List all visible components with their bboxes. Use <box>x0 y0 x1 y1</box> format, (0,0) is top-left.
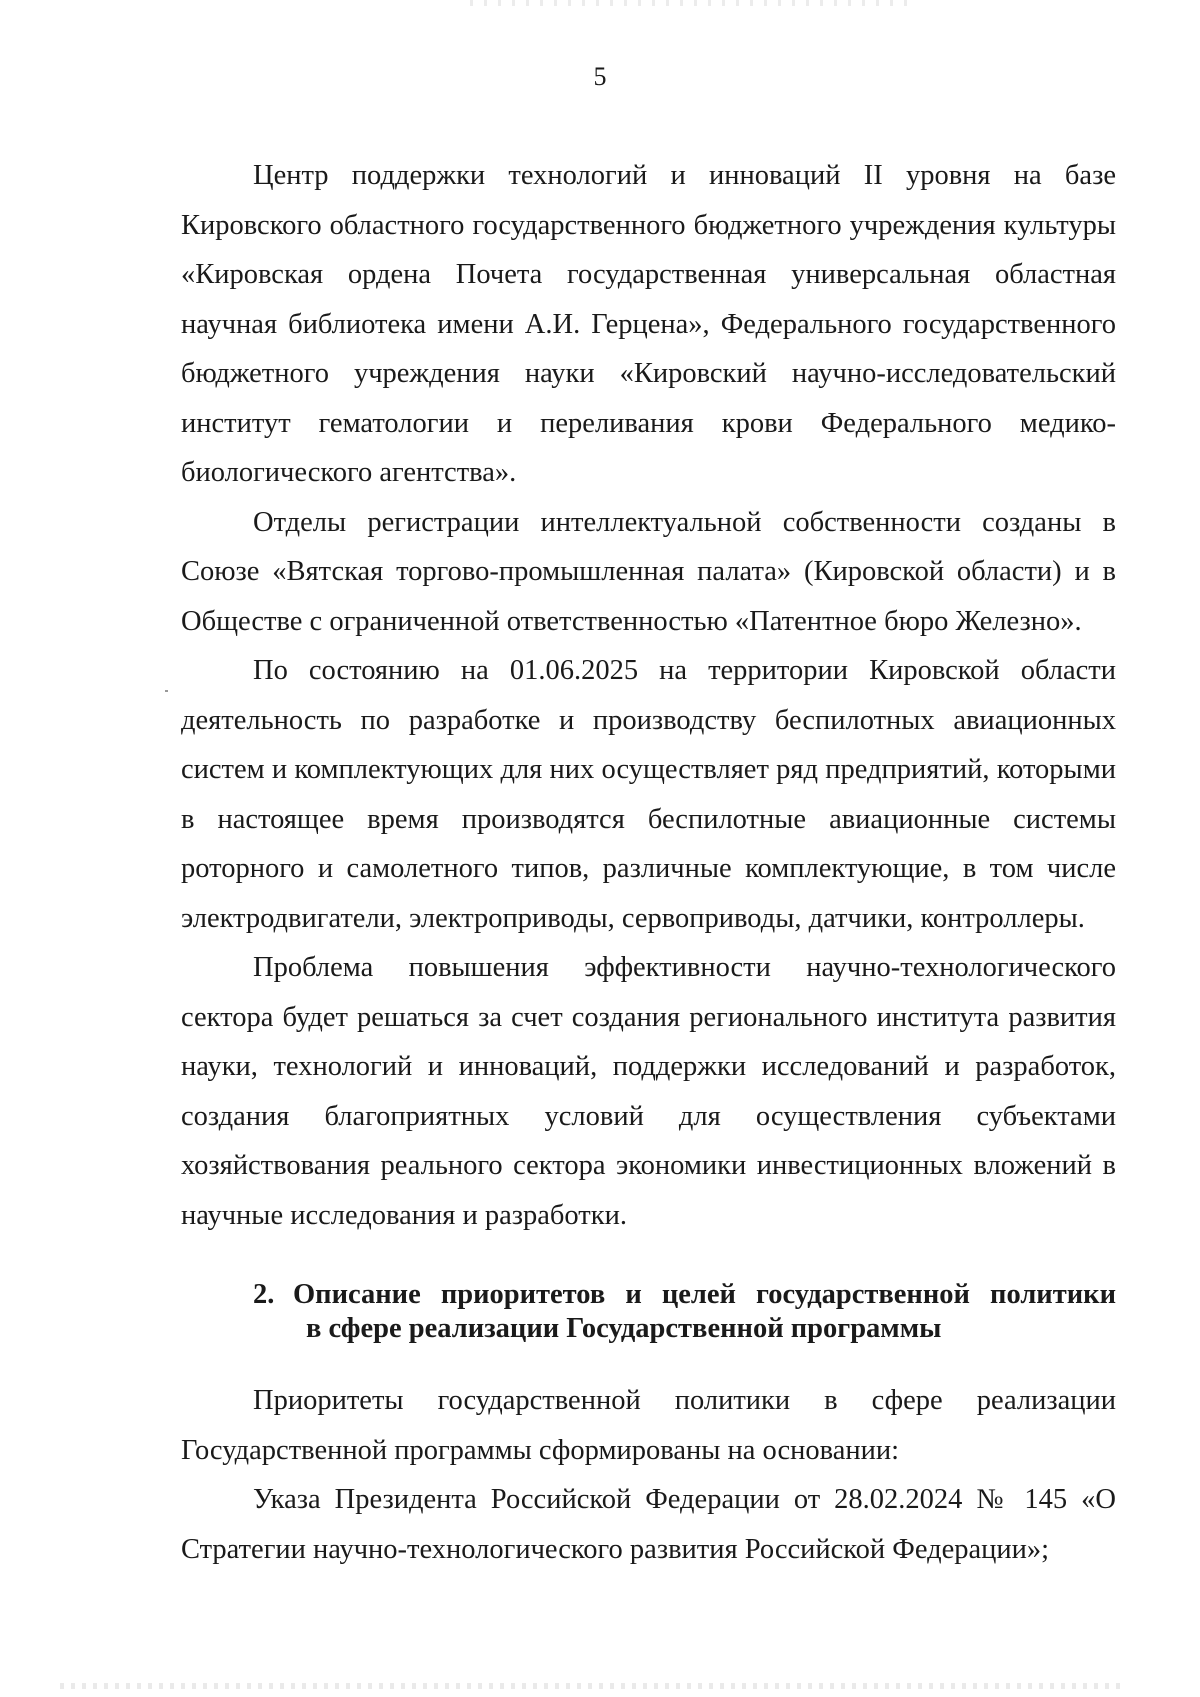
paragraph-efficiency-problem: Проблема повышения эффективности научно-технологического сектора будет решаться за счет создания регионального института развития науки, технологий и инноваций, поддержки исследований и разработок, создания благоприятных условий для осуществления субъектами хозяйствования реального сектора экономики инвестиционных вложений в научные исследования и разработки. <box>181 952 1116 1231</box>
page-number: 5 <box>593 62 607 91</box>
section-number: 2. <box>253 1279 275 1310</box>
scan-artifact-bottom <box>60 1683 1120 1689</box>
section-heading <box>181 1278 1116 1346</box>
section-heading-line-2: в сфере реализации Государственной программы <box>306 1313 942 1344</box>
scan-artifact-dot <box>165 690 168 692</box>
document-body <box>181 151 1116 1574</box>
paragraph-ip-registration: Отделы регистрации интеллектуальной собственности созданы в Союзе «Вятская торгово-промышленная палата» (Кировской области) и в Обществе с ограниченной ответственностью «Патентное бюро Железно». <box>181 506 1116 637</box>
paragraph-uav-production: По состоянию на 01.06.2025 на территории Кировской области деятельность по разработке и производству беспилотных авиационных систем и комплектующих для них осуществляет ряд предприятий, которыми в настоящее время производятся беспилотные авиационные системы роторного и самолетного типов, различные комплектующие, в том числе электродвигатели, электроприводы, сервоприводы, датчики, контроллеры. <box>181 655 1116 934</box>
section-heading-text-1: Описание приоритетов и целей государственной политики <box>293 1279 1116 1310</box>
section-heading-line-1 <box>253 1278 1116 1312</box>
paragraph-support-center: Центр поддержки технологий и инноваций II уровня на базе Кировского областного государственного бюджетного учреждения культуры «Кировская ордена Почета государственная универсальная областная научная библиотека имени А.И. Герцена», Федерального государственного бюджетного учреждения науки «Кировский научно-исследовательский институт гематологии и переливания крови Федерального медико-биологического агентства». <box>181 160 1116 488</box>
paragraph-priorities: Приоритеты государственной политики в сфере реализации Государственной программы сформированы на основании: <box>181 1385 1116 1466</box>
paragraph-presidential-decree: Указа Президента Российской Федерации от 28.02.2024 № 145 «О Стратегии научно-технологического развития Российской Федерации»; <box>181 1484 1116 1565</box>
scan-artifact-top <box>470 0 910 6</box>
